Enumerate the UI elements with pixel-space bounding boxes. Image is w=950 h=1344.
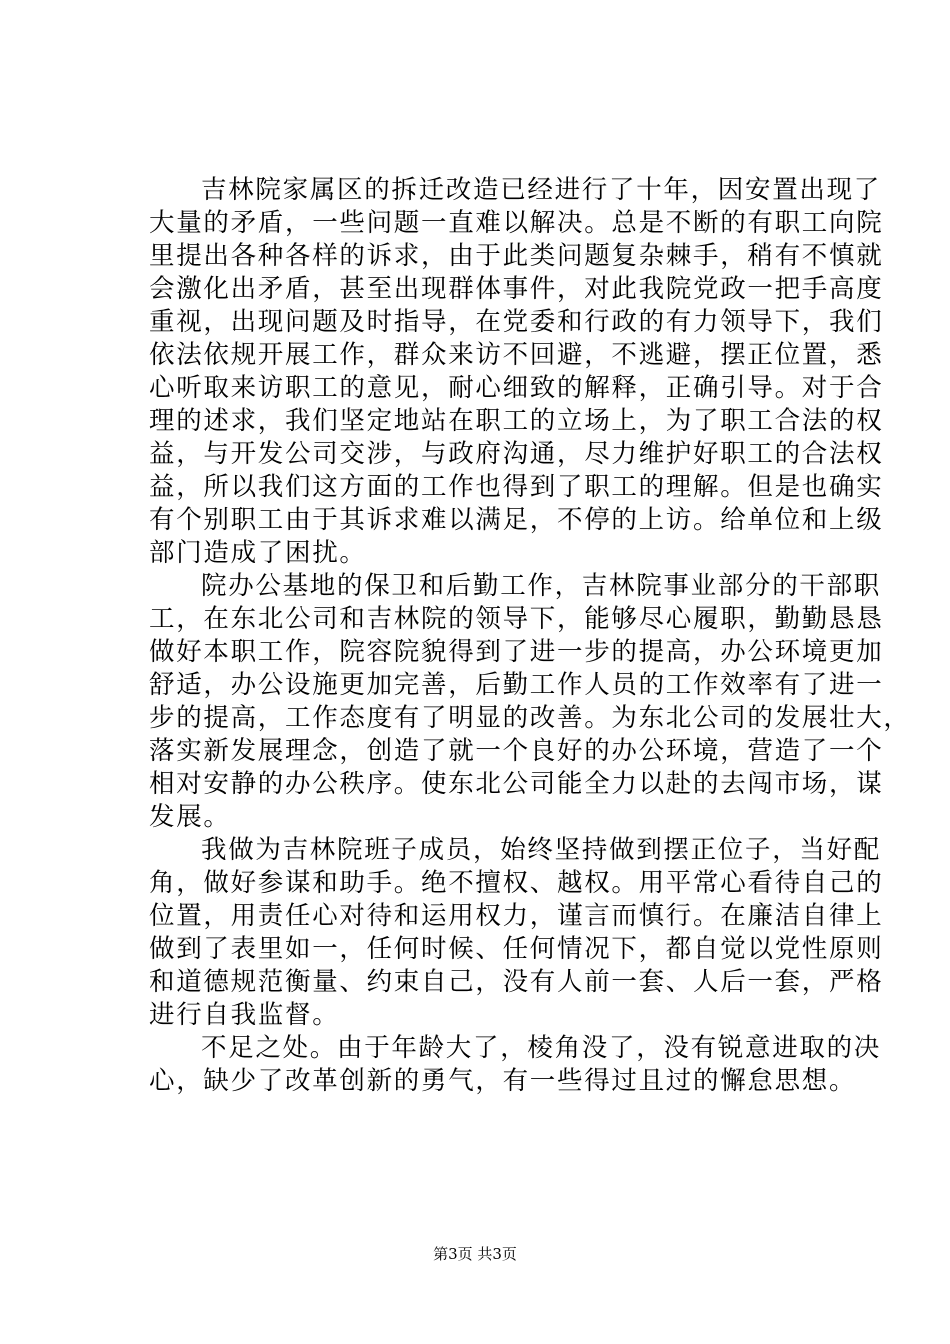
text-line: 益，与开发公司交涉，与政府沟通，尽力维护好职工的合法权 [149,439,884,469]
text-line: 会激化出矛盾，甚至出现群体事件，对此我院党政一把手高度 [149,274,884,304]
text-line: 落实新发展理念，创造了就一个良好的办公环境，营造了一个 [149,736,884,766]
text-line: 心，缺少了改革创新的勇气，有一些得过且过的懈怠思想。 [149,1066,857,1096]
page-number: 第3页 共3页 [433,1245,517,1263]
text-line: 里提出各种各样的诉求，由于此类问题复杂棘手，稍有不慎就 [149,241,884,271]
page-footer [0,1244,950,1264]
text-line: 部门造成了困扰。 [149,538,367,568]
text-line: 重视，出现问题及时指导，在党委和行政的有力领导下，我们 [149,307,884,337]
text-line: 不足之处。由于年龄大了，棱角没了，没有锐意进取的决 [201,1033,882,1063]
paragraph-1 [149,174,884,570]
text-line: 发展。 [149,802,231,832]
body-text [149,174,911,1098]
text-line: 大量的矛盾，一些问题一直难以解决。总是不断的有职工向院 [149,208,884,238]
text-line: 角，做好参谋和助手。绝不擅权、越权。用平常心看待自己的 [149,868,884,898]
paragraph-3 [149,834,884,1032]
text-line: 相对安静的办公秩序。使东北公司能全力以赴的去闯市场，谋 [149,769,884,799]
text-line: 进行自我监督。 [149,1000,340,1030]
paragraph-4 [149,1032,882,1098]
text-line: 和道德规范衡量、约束自己，没有人前一套、人后一套，严格 [149,967,884,997]
text-line: 步的提高，工作态度有了明显的改善。为东北公司的发展壮大， [149,703,911,733]
text-line: 院办公基地的保卫和后勤工作，吉林院事业部分的干部职 [201,571,882,601]
text-line: 吉林院家属区的拆迁改造已经进行了十年，因安置出现了 [201,175,882,205]
text-line: 工，在东北公司和吉林院的领导下，能够尽心履职，勤勤恳恳 [149,604,884,634]
text-line: 理的述求，我们坚定地站在职工的立场上，为了职工合法的权 [149,406,884,436]
text-line: 做到了表里如一，任何时候、任何情况下，都自觉以党性原则 [149,934,884,964]
text-line: 做好本职工作，院容院貌得到了进一步的提高，办公环境更加 [149,637,884,667]
text-line: 依法依规开展工作，群众来访不回避，不逃避，摆正位置，悉 [149,340,884,370]
text-line: 益，所以我们这方面的工作也得到了职工的理解。但是也确实 [149,472,884,502]
text-line: 舒适，办公设施更加完善，后勤工作人员的工作效率有了进一 [149,670,884,700]
text-line: 有个别职工由于其诉求难以满足，不停的上访。给单位和上级 [149,505,884,535]
text-line: 心听取来访职工的意见，耐心细致的解释，正确引导。对于合 [149,373,884,403]
paragraph-2 [149,570,911,834]
text-line: 我做为吉林院班子成员，始终坚持做到摆正位子，当好配 [201,835,882,865]
text-line: 位置，用责任心对待和运用权力，谨言而慎行。在廉洁自律上 [149,901,884,931]
